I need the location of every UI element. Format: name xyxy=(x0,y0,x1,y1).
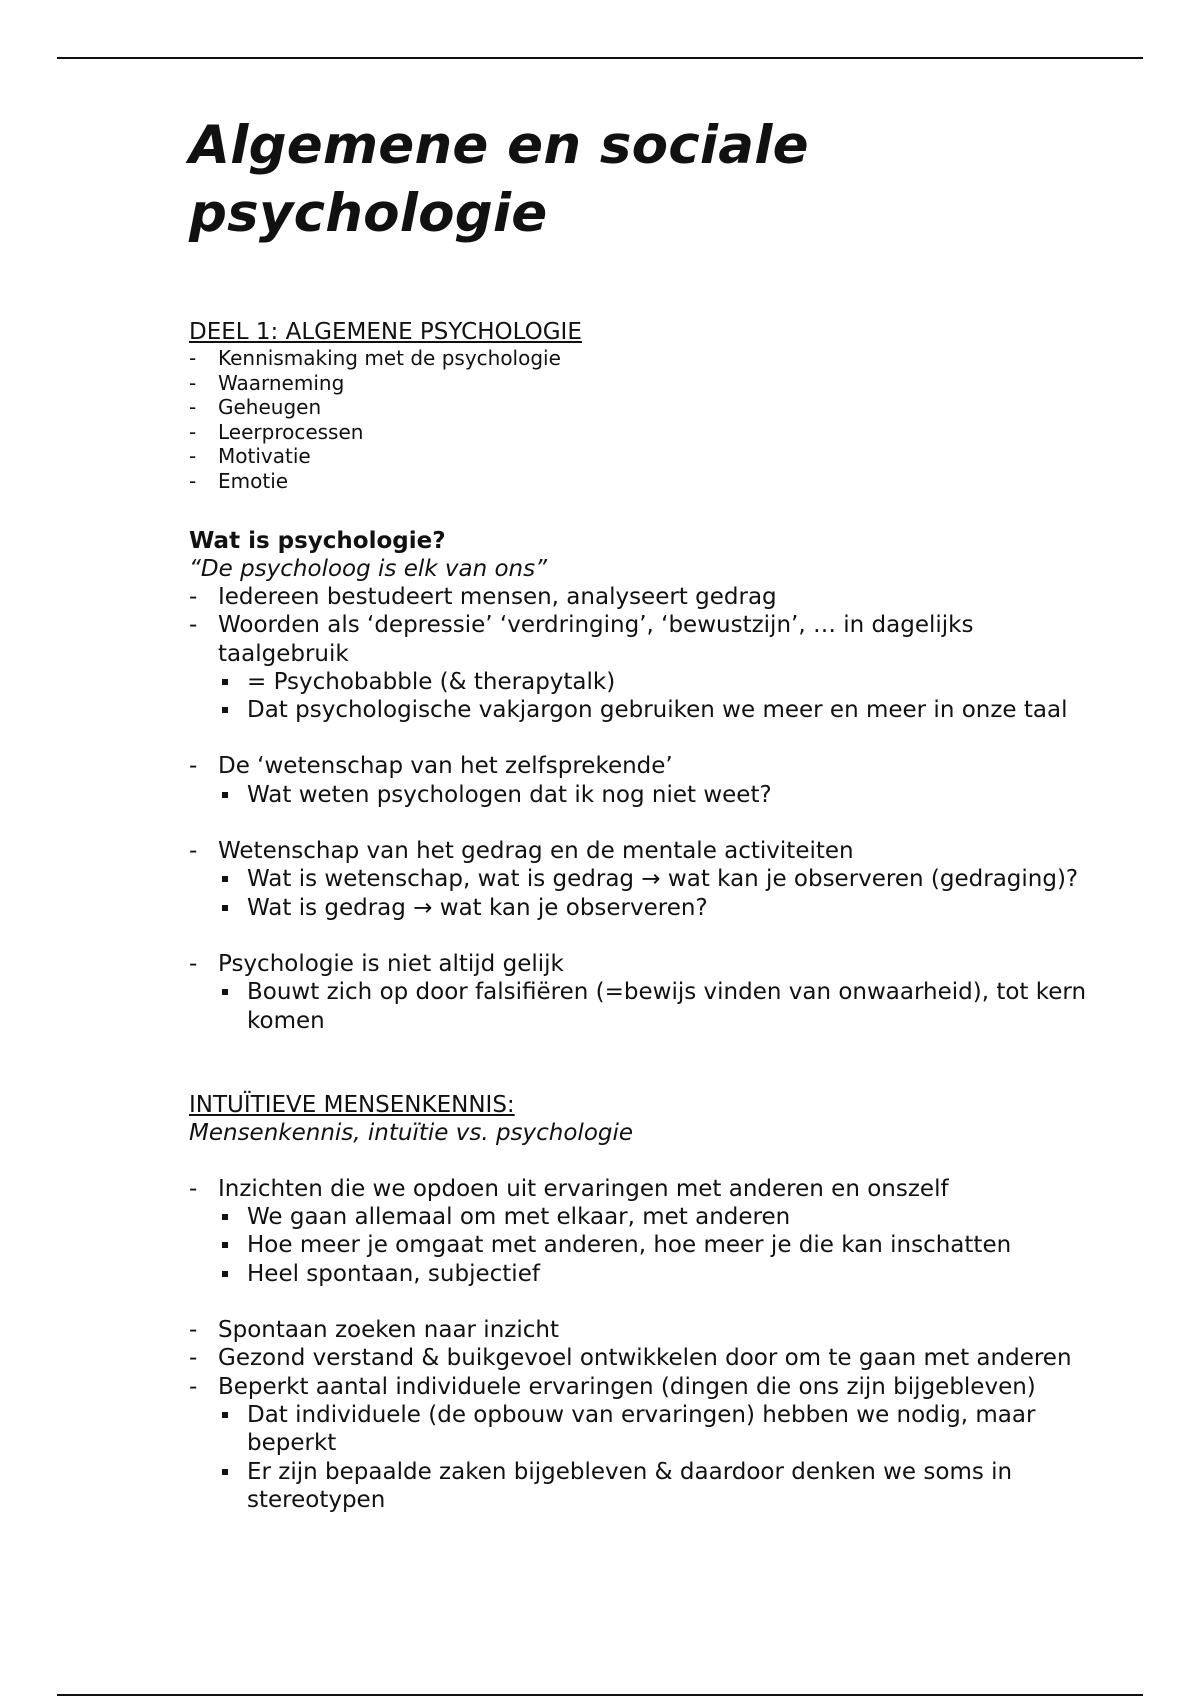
what-block-2 xyxy=(189,752,1089,809)
square-bullet-icon xyxy=(222,989,228,995)
square-bullet-icon xyxy=(222,1469,228,1475)
sub-list-item: Heel spontaan, subjectief xyxy=(218,1260,1089,1288)
sub-list-item: Wat is wetenschap, wat is gedrag → wat kan je observeren (gedraging)? xyxy=(218,865,1089,893)
square-bullet-icon xyxy=(222,1242,228,1248)
what-block-4 xyxy=(189,950,1089,1035)
sub-list xyxy=(218,1401,1089,1514)
list-item: - Motivatie xyxy=(189,444,311,468)
list-item: - Gezond verstand & buikgevoel ontwikkelen door om te gaan met anderen xyxy=(189,1345,1072,1372)
title-line-2: psychologie xyxy=(189,183,548,244)
square-bullet-icon xyxy=(222,1271,228,1277)
square-bullet-icon xyxy=(222,792,228,798)
list-item: - Emotie xyxy=(189,468,289,493)
list-item: - Spontaan zoeken naar inzicht xyxy=(189,1317,559,1344)
list-item: - Geheugen xyxy=(189,395,322,419)
document-title xyxy=(189,112,1089,248)
sub-list xyxy=(218,668,1089,725)
part1-heading: DEEL 1: ALGEMENE PSYCHOLOGIE xyxy=(189,319,582,345)
list-item: - Beperkt aantal individuele ervaringen (dingen die ons zijn bijgebleven) Dat individuele (de opbouw van ervaringen) hebben we nodig, maar beperkt Er zijn bepaalde zaken bijgebleven & daardoor denken we soms in stereotypen xyxy=(189,1373,1089,1514)
intuitive-block-2 xyxy=(189,1316,1089,1514)
list-item: - Inzichten die we opdoen uit ervaringen met anderen en onszelf We gaan allemaal om met elkaar, met anderen Hoe meer je omgaat met anderen, hoe meer je die kan inschatten Heel spontaan, subjectief xyxy=(189,1175,1089,1288)
sub-list xyxy=(218,978,1089,1035)
sub-list-item: Dat psychologische vakjargon gebruiken we meer en meer in onze taal xyxy=(218,696,1089,724)
sub-list-item: Er zijn bepaalde zaken bijgebleven & daardoor denken we soms in stereotypen xyxy=(218,1458,1089,1515)
square-bullet-icon xyxy=(222,707,228,713)
sub-list-item: Wat weten psychologen dat ik nog niet weet? xyxy=(218,781,1089,809)
list-item: - Kennismaking met de psychologie xyxy=(189,346,561,370)
what-block-3 xyxy=(189,837,1089,922)
sub-list xyxy=(218,1203,1089,1288)
square-bullet-icon xyxy=(222,1412,228,1418)
sub-list-item: Bouwt zich op door falsifiëren (=bewijs vinden van onwaarheid), tot kern komen xyxy=(218,978,1089,1035)
square-bullet-icon xyxy=(222,679,228,685)
list-item: - Iedereen bestudeert mensen, analyseert gedrag xyxy=(189,584,777,610)
square-bullet-icon xyxy=(222,1214,228,1220)
list-item: - Leerprocessen xyxy=(189,419,364,444)
what-is-psychology-heading: Wat is psychologie? xyxy=(189,528,446,554)
top-rule xyxy=(57,57,1143,59)
sub-list-item: We gaan allemaal om met elkaar, met anderen xyxy=(218,1203,1089,1231)
list-item: - Wetenschap van het gedrag en de mentale activiteiten Wat is wetenschap, wat is gedrag → wat kan je observeren (gedraging)? Wat is gedrag → wat kan je observeren? xyxy=(189,837,1089,922)
list-item: - Waarneming xyxy=(189,370,345,395)
document-body xyxy=(189,112,1089,1514)
what-is-psychology-subtitle: “De psycholoog is elk van ons” xyxy=(189,556,548,582)
sub-list-item: = Psychobabble (& therapytalk) xyxy=(218,668,1089,696)
bottom-rule xyxy=(57,1694,1143,1696)
list-item: - Psychologie is niet altijd gelijk Bouwt zich op door falsifiëren (=bewijs vinden van onwaarheid), tot kern komen xyxy=(189,950,1089,1035)
sub-list-item: Dat individuele (de opbouw van ervaringen) hebben we nodig, maar beperkt xyxy=(218,1401,1089,1458)
title-line-1: Algemene en sociale xyxy=(189,115,809,176)
list-item: - De ‘wetenschap van het zelfsprekende’ Wat weten psychologen dat ik nog niet weet? xyxy=(189,752,1089,809)
what-block-1 xyxy=(189,583,1089,724)
intuitive-heading: INTUÏTIEVE MENSENKENNIS: xyxy=(189,1091,515,1118)
sub-list xyxy=(218,781,1089,809)
square-bullet-icon xyxy=(222,905,228,911)
part1-topic-list xyxy=(189,346,1089,493)
sub-list xyxy=(218,865,1089,922)
list-item: - Woorden als ‘depressie’ ‘verdringing’, ‘bewustzijn’, … in dagelijks taalgebruik = Psychobabble (& therapytalk) Dat psychologische vakjargon gebruiken we meer en meer in onze taal xyxy=(189,611,1089,724)
intuitive-subtitle: Mensenkennis, intuïtie vs. psychologie xyxy=(189,1119,634,1146)
sub-list-item: Wat is gedrag → wat kan je observeren? xyxy=(218,894,1089,922)
square-bullet-icon xyxy=(222,876,228,882)
intuitive-block-1 xyxy=(189,1175,1089,1288)
sub-list-item: Hoe meer je omgaat met anderen, hoe meer je die kan inschatten xyxy=(218,1231,1089,1259)
